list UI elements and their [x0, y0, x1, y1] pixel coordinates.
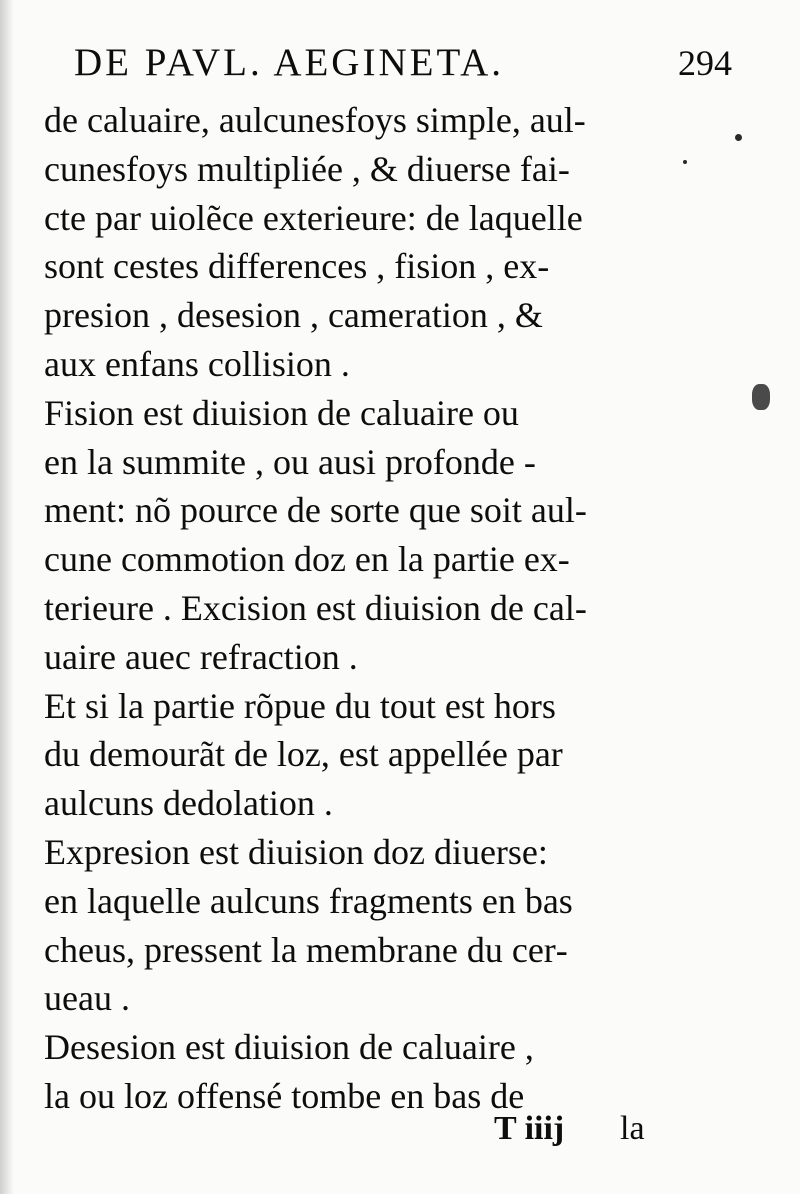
- text-line: Fision est diuision de caluaire ou: [44, 392, 519, 433]
- text-line: Expresion est diuision doz diuerse:: [44, 831, 548, 872]
- text-line: uaire auec refraction .: [44, 636, 358, 677]
- text-line: en la summite , ou ausi profonde ‐: [44, 441, 536, 482]
- text-line: Desesion est diuision de caluaire ,: [44, 1027, 534, 1068]
- text-line: de caluaire, aulcunesfoys simple, aul‐: [44, 100, 586, 140]
- page-header: [74, 38, 732, 88]
- text-line: Et si la partie rõpue du tout est hors: [44, 685, 556, 726]
- text-line: terieure . Excision est diuision de cal‐: [44, 587, 587, 628]
- text-line: aux enfans collision .: [44, 343, 350, 384]
- text-line: cte par uiolẽce exterieure: de laquelle: [44, 197, 583, 238]
- text-line: aulcuns dedolation .: [44, 783, 333, 824]
- text-line: presion , desesion , cameration , &: [44, 295, 543, 336]
- text-line: du demourãt de loz, est appellée par: [44, 734, 563, 775]
- text-line: cunesfoys multipliée , & diuerse fai‐: [44, 148, 570, 189]
- catchword: la: [620, 1110, 645, 1147]
- text-line: cheus, pressent la membrane du cer‐: [44, 929, 568, 970]
- text-line: ment: nõ pource de sorte que soit aul‐: [44, 490, 587, 531]
- text-line: ueau .: [44, 978, 130, 1019]
- page-number: 294: [678, 43, 732, 83]
- ink-speck: [752, 384, 770, 410]
- ink-speck: [683, 160, 687, 164]
- body-text: [44, 96, 654, 1121]
- text-line: en laquelle aulcuns fragments en bas: [44, 880, 573, 921]
- ink-speck: [735, 134, 742, 141]
- text-line: sont cestes differences , fision , ex‐: [44, 246, 550, 287]
- running-head: DE PAVL. AEGINETA.: [74, 41, 505, 84]
- text-line: cune commotion doz en la partie ex‐: [44, 539, 570, 580]
- text-line: la ou loz offensé tombe en bas de: [44, 1075, 525, 1116]
- page-footer: [44, 1105, 644, 1153]
- signature-mark: T iiij: [494, 1110, 565, 1147]
